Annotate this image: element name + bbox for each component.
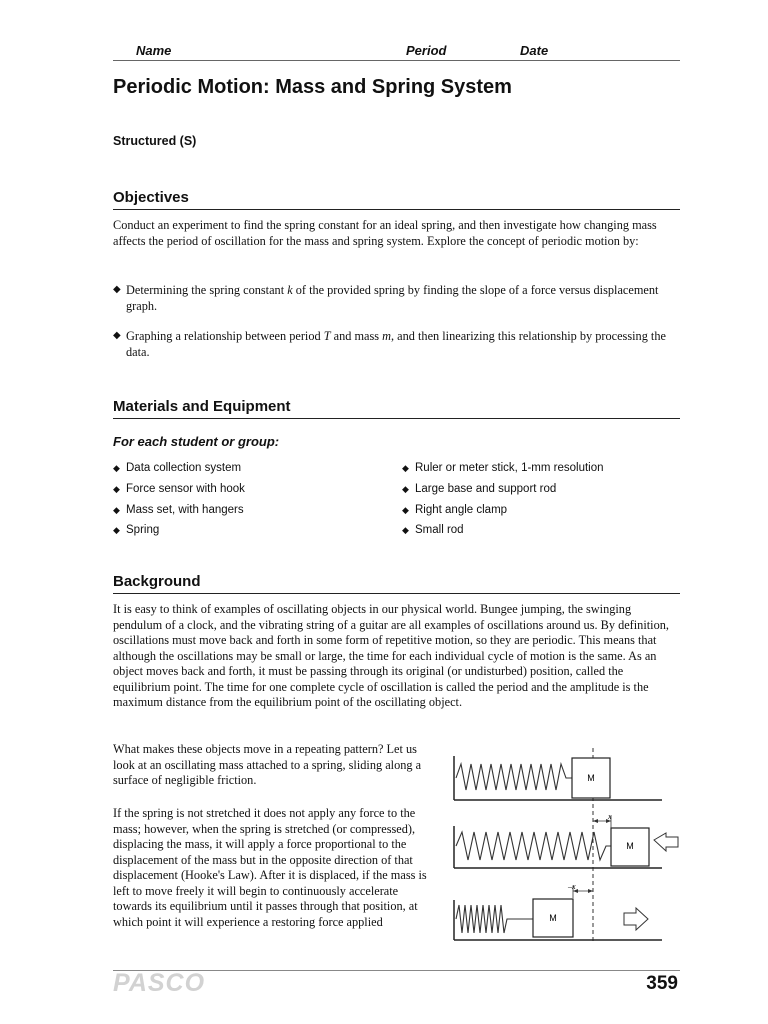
arrow-left-icon [654, 833, 678, 851]
spring-2 [456, 832, 611, 860]
objectives-intro: Conduct an experiment to find the spring constant for an ideal spring, and then investigate how changing mass affects the period of oscillation for the mass and spring system. Explore the concept of periodic motion by: [113, 218, 657, 248]
materials-subheading: For each student or group: [113, 434, 280, 449]
diamond-icon: ◆ [113, 484, 120, 494]
mass-label-2: M [626, 841, 634, 851]
mass-label-3: M [549, 913, 557, 923]
header-rule [113, 60, 680, 61]
diamond-icon: ◆ [113, 525, 120, 535]
header-period-label: Period [406, 43, 447, 58]
objectives-heading: Objectives [113, 189, 189, 206]
diamond-icon: ◆ [402, 484, 409, 494]
header-date-label: Date [520, 43, 549, 58]
diamond-icon: ◆ [402, 463, 409, 473]
x-label: x [608, 812, 612, 821]
background-paragraph-2: What makes these objects move in a repeating pattern? Let us look at an oscillating mass attached to a spring, sliding along a surface of negligible friction. [113, 742, 422, 787]
pasco-logo: PASCO [113, 969, 206, 997]
spring-mass-figure [448, 748, 683, 944]
spring-3 [456, 905, 533, 933]
background-rule [113, 593, 680, 594]
background-paragraph-3: If the spring is not stretched it does not apply any force to the mass; however, when the spring is stretched (or compressed), displacing the mass, it will apply a force proportional to the displacement of the mass but in the opposite direction of that displacement (Hooke's Law). After it is displaced, if the mass is left to move freely it will begin to continuously accelerate towards its equilibrium until it passes through that position, at which point it will experience a restoring force applied [113, 806, 427, 929]
spring-1 [456, 764, 572, 790]
objectives-rule [113, 209, 680, 210]
diamond-icon: ◆ [113, 463, 120, 473]
background-paragraph-1: It is easy to think of examples of oscillating objects in our physical world. Bungee jumping, the swinging pendulum of a clock, and the vibrating string of a guitar are all examples of oscillations around us. By definition, oscillations must move back and forth in some form of repetitive motion, so they are periodic. This means that although the oscillations may be small or large, the time for each individual cycle of motion is the same. As an object moves back and forth, it must be passing through its original (or undisturbed) position, called the equilibrium point. The time for one complete cycle of oscillation is called the period and the amplitude is the maximum distance from the equilibrium point of the oscillating object. [113, 602, 669, 709]
diamond-icon: ◆ [113, 330, 121, 341]
level-label: Structured (S) [113, 134, 197, 148]
panel-stretched [454, 812, 678, 868]
diamond-icon: ◆ [113, 505, 120, 515]
panel-compressed [454, 882, 662, 940]
diamond-icon: ◆ [402, 505, 409, 515]
diamond-icon: ◆ [402, 525, 409, 535]
k-symbol: k [287, 283, 293, 297]
diamond-icon: ◆ [113, 284, 121, 295]
background-heading: Background [113, 573, 201, 590]
page-number: 359 [646, 973, 678, 994]
panel-unstretched [454, 756, 662, 800]
materials-heading: Materials and Equipment [113, 398, 291, 415]
page-title: Periodic Motion: Mass and Spring System [113, 76, 512, 98]
header-name-label: Name [136, 43, 172, 58]
mass-label-1: M [587, 773, 595, 783]
arrow-right-icon [624, 908, 648, 930]
materials-rule [113, 418, 680, 419]
neg-x-label: –x [568, 882, 576, 891]
